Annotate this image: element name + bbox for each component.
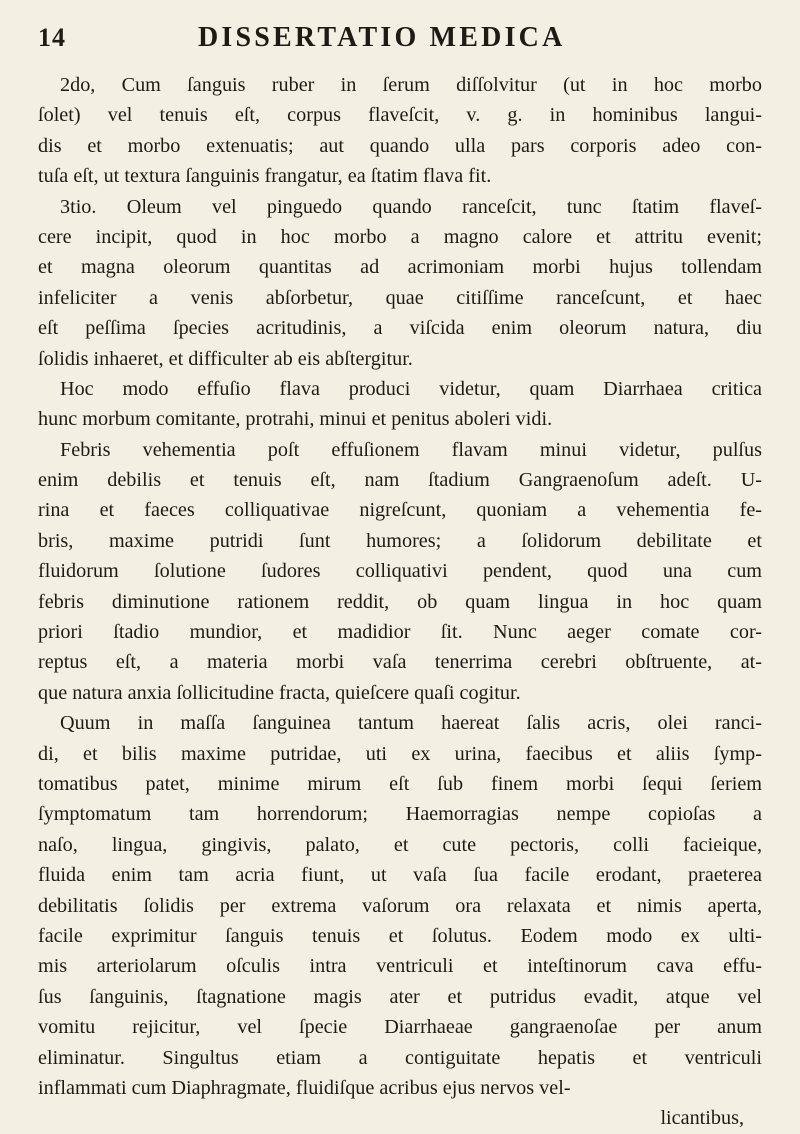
- body-text: [38, 70, 762, 1134]
- text-line: debilitatis ſolidis per extrema vaſorum ora relaxata et nimis aperta,: [38, 894, 762, 917]
- text-line: tomatibus patet, minime mirum eſt ſub finem morbi ſequi ſeriem: [38, 772, 762, 795]
- text-line: tuſa eſt, ut textura ſanguinis frangatur, ea ſtatim flava fit.: [38, 165, 492, 188]
- text-line: ſymptomatum tam horrendorum; Haemorragias nempe copioſas a: [38, 803, 762, 826]
- text-line: eſt peſſima ſpecies acritudinis, a viſcida enim oleorum natura, diu: [38, 317, 762, 340]
- catchword: licantibus,: [660, 1107, 744, 1130]
- text-line: enim debilis et tenuis eſt, nam ſtadium Gangraenoſum adeſt. U-: [38, 469, 762, 492]
- text-line: facile exprimitur ſanguis tenuis et ſolutus. Eodem modo ex ulti-: [38, 924, 762, 947]
- text-line: febris diminutione rationem reddit, ob quam lingua in hoc quam: [38, 590, 762, 613]
- text-line: 2do, Cum ſanguis ruber in ſerum diſſolvitur (ut in hoc morbo: [60, 74, 762, 96]
- text-line: infeliciter a venis abſorbetur, quae citiſſime ranceſcunt, et haec: [38, 286, 762, 309]
- text-line: vomitu rejicitur, vel ſpecie Diarrhaeae gangraenoſae per anum: [38, 1016, 762, 1039]
- running-head: [38, 22, 762, 62]
- text-line: fluida enim tam acria fiunt, ut vaſa ſua facile erodant, praeterea: [38, 864, 762, 887]
- text-line: ſolet) vel tenuis eſt, corpus flaveſcit, v. g. in hominibus langui-: [38, 104, 762, 127]
- text-line: naſo, lingua, gingivis, palato, et cute pectoris, colli facieique,: [38, 833, 762, 856]
- text-line: Febris vehementia poſt effuſionem flavam minui videtur, pulſus: [60, 438, 762, 461]
- text-line: et magna oleorum quantitas ad acrimoniam morbi hujus tollendam: [38, 256, 762, 279]
- paragraph: [38, 192, 762, 374]
- text-line: inflammati cum Diaphragmate, fluidiſque acribus ejus nervos vel-: [38, 1076, 571, 1099]
- paragraph: [38, 708, 762, 1103]
- text-line: dis et morbo extenuatis; aut quando ulla pars corporis adeo con-: [38, 134, 762, 157]
- text-line: hunc morbum comitante, protrahi, minui et penitus aboleri vidi.: [38, 408, 553, 431]
- text-line: ſolidis inhaeret, et difficulter ab eis abſtergitur.: [38, 347, 413, 370]
- paragraph: [38, 435, 762, 709]
- paragraph: [38, 70, 762, 192]
- text-line: Hoc modo effuſio flava produci videtur, quam Diarrhaea critica: [60, 377, 762, 400]
- text-line: que natura anxia ſollicitudine fracta, quieſcere quaſi cogitur.: [38, 681, 521, 704]
- text-line: bris, maxime putridi ſunt humores; a ſolidorum debilitate et: [38, 529, 762, 552]
- text-line: di, et bilis maxime putridae, uti ex urina, faecibus et aliis ſymp-: [38, 742, 762, 765]
- text-line: eliminatur. Singultus etiam a contiguitate hepatis et ventriculi: [38, 1046, 762, 1069]
- text-line: fluidorum ſolutione ſudores colliquativi pendent, quod una cum: [38, 560, 762, 583]
- text-line: ſus ſanguinis, ſtagnatione magis ater et putridus evadit, atque vel: [38, 985, 762, 1008]
- running-title: DISSERTATIO MEDICA: [198, 22, 566, 53]
- text-line: mis arteriolarum oſculis intra ventriculi et inteſtinorum cava effu-: [38, 955, 762, 978]
- text-line: rina et faeces colliquativae nigreſcunt, quoniam a vehementia fe-: [38, 499, 762, 522]
- text-line: cere incipit, quod in hoc morbo a magno calore et attritu evenit;: [38, 225, 762, 248]
- text-line: Quum in maſſa ſanguinea tantum haereat ſalis acris, olei ranci-: [60, 712, 762, 735]
- text-line: reptus eſt, a materia morbi vaſa tenerrima cerebri obſtruente, at-: [38, 651, 762, 674]
- page-number: 14: [38, 23, 66, 52]
- paragraph: [38, 374, 762, 435]
- text-line: 3tio. Oleum vel pinguedo quando ranceſcit, tunc ſtatim flaveſ-: [60, 195, 762, 218]
- text-line: priori ſtadio mundior, et madidior ſit. Nunc aeger comate cor-: [38, 621, 762, 644]
